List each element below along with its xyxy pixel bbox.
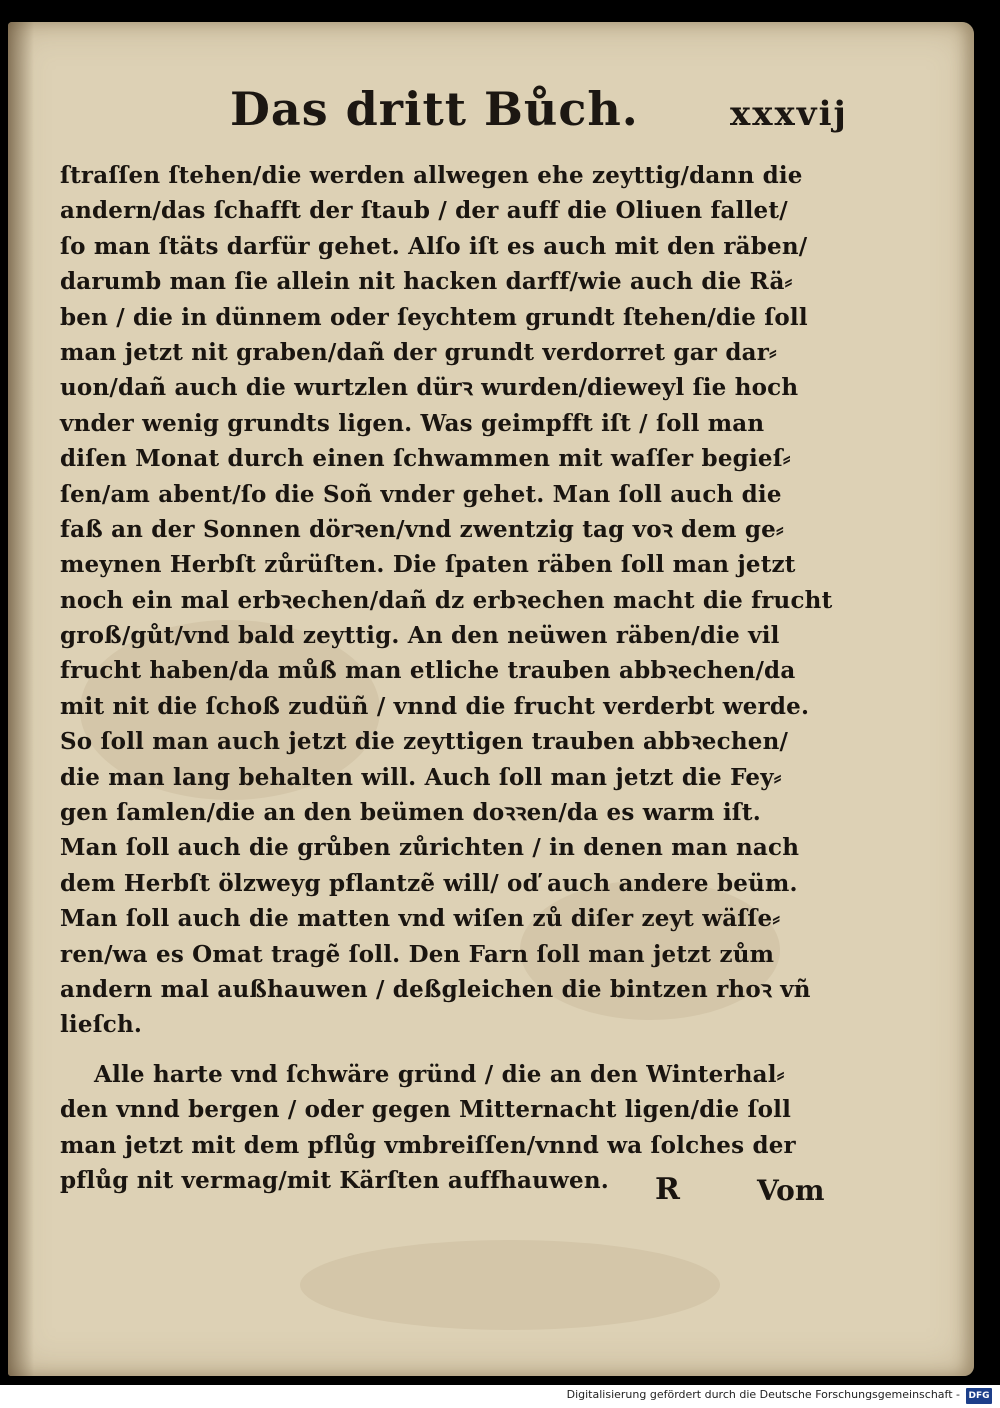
paragraph-gap (60, 1043, 850, 1057)
digitization-footer (0, 1385, 1000, 1408)
paper-stain (300, 1240, 720, 1330)
body-text (60, 158, 850, 1198)
text-line: den vnnd bergen / oder gegen Mitternacht ligen/die ſoll (60, 1096, 792, 1124)
text-line: diſen Monat durch einen ſchwammen mit waſſer begieſ⸗ (60, 445, 791, 473)
text-line: ſtraſſen ſtehen/die werden allwegen ehe zeyttig/dann die (60, 162, 803, 189)
text-line: vnder wenig grundts ligen. Was geimpfft iſt / ſoll man (60, 409, 765, 437)
text-line: darumb man ſie allein nit hacken darff/wie auch die Rä⸗ (60, 268, 793, 296)
text-line: ſen/am abent/ſo die Soñ vnder gehet. Man ſoll auch die (60, 480, 782, 508)
footer-credit: Digitalisierung gefördert durch die Deutsche Forschungsgemeinschaft - (566, 1388, 960, 1401)
text-line: Alle harte vnd ſchwäre gründ / die an den Winterhal⸗ (94, 1060, 785, 1088)
text-line: man jetzt mit dem pflůg vmbreiſſen/vnnd wa ſolches der (60, 1131, 796, 1159)
text-line: frucht haben/da můß man etliche trauben abbꝛechen/da (60, 657, 796, 685)
text-line: ſo man ſtäts darfür gehet. Alſo iſt es auch mit den räben/ (60, 232, 808, 260)
text-line: die man lang behalten will. Auch ſoll man jetzt die Fey⸗ (60, 763, 782, 791)
dfg-logo-icon: DFG (966, 1388, 992, 1404)
text-line: man jetzt nit graben/dañ der grundt verdorret gar dar⸗ (60, 338, 777, 366)
text-line: mit nit die ſchoß zudüñ / vnnd die frucht verderbt werde. (60, 692, 810, 720)
text-line: andern mal außhauwen / deßgleichen die bintzen rhoꝛ vñ (60, 975, 811, 1003)
text-line: andern/das ſchafft der ſtaub / der auff die Oliuen fallet/ (60, 197, 788, 225)
text-line: ren/wa es Omat tragẽ ſoll. Den Farn ſoll man jetzt zům (60, 940, 775, 968)
page-gutter-shadow (8, 22, 34, 1376)
text-line: Man ſoll auch die matten vnd wiſen zů diſer zeyt wäſſe⸗ (60, 905, 781, 933)
running-title: Das dritt Bůch. (230, 82, 639, 136)
text-line: So ſoll man auch jetzt die zeyttigen trauben abbꝛechen/ (60, 728, 789, 756)
text-line: pflůg nit vermag/mit Kärſten auffhauwen. (60, 1166, 609, 1194)
signature-mark: R (655, 1172, 680, 1207)
text-line: uon/dañ auch die wurtzlen dürꝛ wurden/dieweyl ſie hoch (60, 374, 799, 402)
text-line: gen ſamlen/die an den beümen doꝛꝛen/da es warm iſt. (60, 799, 761, 827)
text-line: ben / die in dünnem oder ſeychtem grundt ſtehen/die ſoll (60, 303, 808, 331)
text-line: faß an der Sonnen dörꝛen/vnd zwentzig tag voꝛ dem ge⸗ (60, 515, 784, 543)
text-line: noch ein mal erbꝛechen/dañ dz erbꝛechen macht die frucht (60, 586, 833, 614)
text-line: lieſch. (60, 1011, 143, 1039)
paragraph-1 (60, 158, 850, 1043)
text-line: dem Herbſt ölzweyg pflantzẽ will/ oď auch andere beüm. (60, 869, 798, 897)
catchword: Vom (757, 1174, 825, 1207)
text-line: meynen Herbſt zůrüſten. Die ſpaten räben ſoll man jetzt (60, 551, 796, 579)
text-line: Man ſoll auch die grůben zůrichten / in denen man nach (60, 834, 800, 862)
folio-number: xxxvij (730, 94, 848, 134)
text-line: groß/gůt/vnd bald zeyttig. An den neüwen räben/die vil (60, 622, 780, 650)
catchword-row (655, 1172, 855, 1212)
page-header (230, 80, 870, 150)
